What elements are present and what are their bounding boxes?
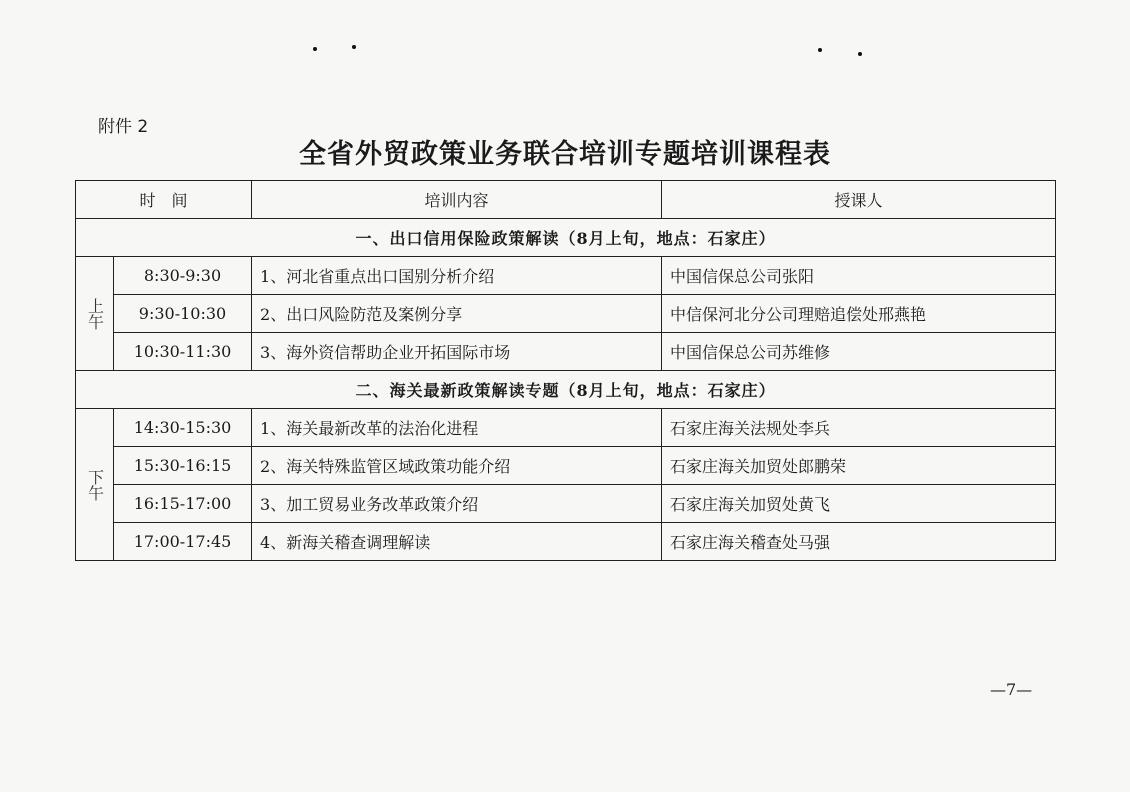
time-cell: 14:30-15:30 [114, 409, 252, 447]
scan-mark [858, 52, 862, 56]
instructor-cell: 石家庄海关加贸处郎鹏荣 [662, 447, 1056, 485]
header-time: 时 间 [76, 181, 252, 219]
section-row [76, 219, 1056, 257]
section-row [76, 371, 1056, 409]
scan-mark [818, 48, 822, 52]
section-heading: 二、海关最新政策解读专题（8月上旬，地点：石家庄） [76, 371, 1056, 409]
schedule-table [75, 180, 1056, 561]
content-cell: 1、海关最新改革的法治化进程 [252, 409, 662, 447]
content-cell: 3、海外资信帮助企业开拓国际市场 [252, 333, 662, 371]
period-label: 下午 [76, 409, 114, 561]
instructor-cell: 石家庄海关加贸处黄飞 [662, 485, 1056, 523]
time-cell: 9:30-10:30 [114, 295, 252, 333]
page-number: —7— [990, 680, 1033, 699]
time-cell: 15:30-16:15 [114, 447, 252, 485]
instructor-cell: 中国信保总公司苏维修 [662, 333, 1056, 371]
instructor-cell: 石家庄海关稽查处马强 [662, 523, 1056, 561]
table-row [76, 409, 1056, 447]
table-row [76, 333, 1056, 371]
instructor-cell: 中信保河北分公司理赔追偿处邢燕艳 [662, 295, 1056, 333]
content-cell: 4、新海关稽查调理解读 [252, 523, 662, 561]
section-heading: 一、出口信用保险政策解读（8月上旬，地点：石家庄） [76, 219, 1056, 257]
header-instructor: 授课人 [662, 181, 1056, 219]
content-cell: 3、加工贸易业务改革政策介绍 [252, 485, 662, 523]
time-cell: 8:30-9:30 [114, 257, 252, 295]
period-label: 上午 [76, 257, 114, 371]
instructor-cell: 中国信保总公司张阳 [662, 257, 1056, 295]
table-row [76, 523, 1056, 561]
table-row [76, 485, 1056, 523]
instructor-cell: 石家庄海关法规处李兵 [662, 409, 1056, 447]
time-cell: 17:00-17:45 [114, 523, 252, 561]
table-row [76, 257, 1056, 295]
content-cell: 2、出口风险防范及案例分享 [252, 295, 662, 333]
table-row [76, 447, 1056, 485]
page-title: 全省外贸政策业务联合培训专题培训课程表 [299, 139, 831, 170]
scan-mark [352, 45, 356, 49]
attachment-label: 附件 2 [98, 117, 149, 137]
scan-mark [313, 47, 317, 51]
content-cell: 2、海关特殊监管区域政策功能介绍 [252, 447, 662, 485]
header-content: 培训内容 [252, 181, 662, 219]
time-cell: 10:30-11:30 [114, 333, 252, 371]
table-header-row [76, 181, 1056, 219]
time-cell: 16:15-17:00 [114, 485, 252, 523]
content-cell: 1、河北省重点出口国别分析介绍 [252, 257, 662, 295]
table-row [76, 295, 1056, 333]
